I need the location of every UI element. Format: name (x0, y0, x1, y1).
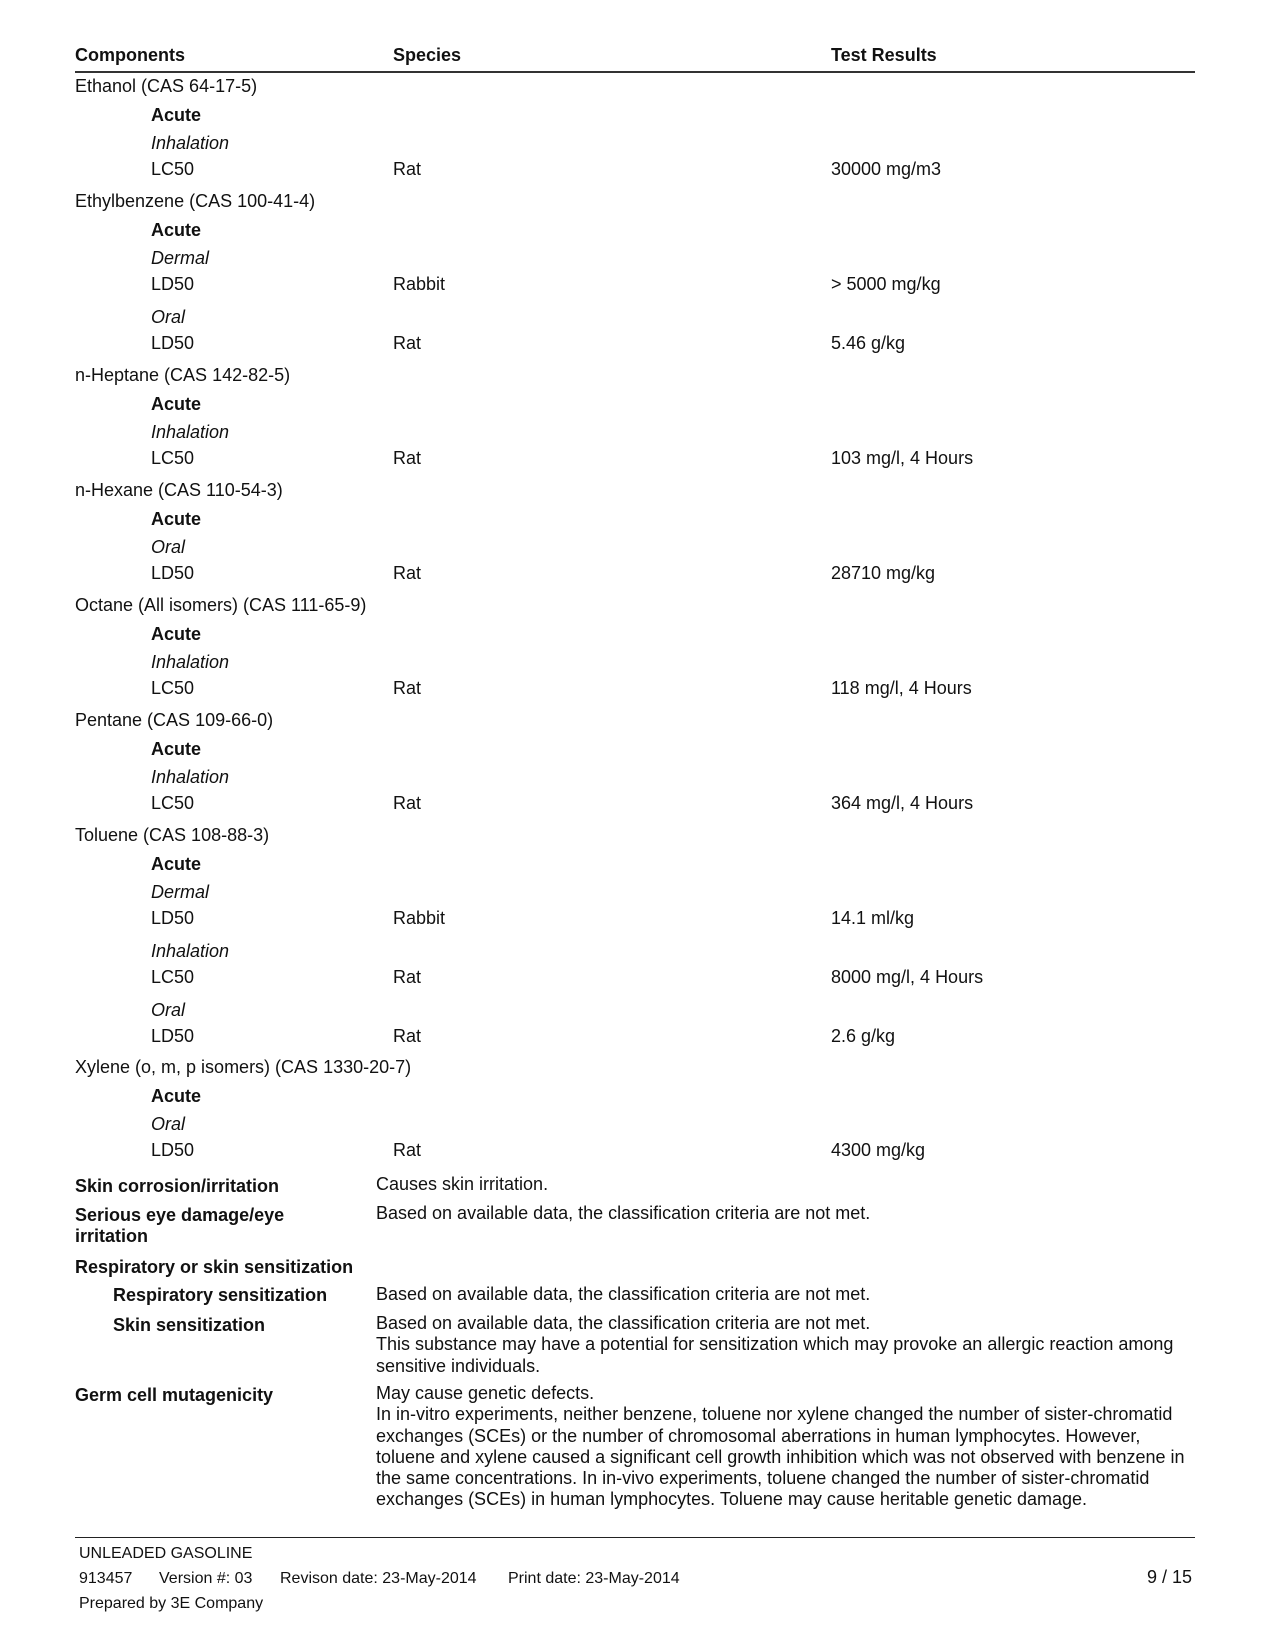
test-type: LC50 (151, 793, 195, 813)
exposure-route: Oral (151, 1000, 186, 1020)
respiratory-sensitization-text: Based on available data, the classification criteria are not met. (376, 1284, 871, 1304)
exposure-route: Oral (151, 307, 186, 327)
toxicity-level: Acute (151, 105, 202, 125)
header-species: Species (393, 45, 462, 65)
germ-cell-detail: In in-vitro experiments, neither benzene, toluene nor xylene changed the number of sister-chromatid exchanges (SCEs) or the number of chromosomal aberrations in human lymphocytes. However, toluene and xylene caused a significant cell growth inhibition which was not observed with benzene in the same concentrations. In in-vivo experiments, toluene changed the number of sister-chromatid exchanges (SCEs) in human lymphocytes. Toluene may cause heritable genetic damage. (376, 1404, 1185, 1510)
species-value: Rabbit (393, 908, 446, 928)
component-name: n-Hexane (CAS 110-54-3) (75, 480, 283, 500)
species-value: Rat (393, 448, 422, 468)
toxicity-level: Acute (151, 1086, 202, 1106)
component-name: Octane (All isomers) (CAS 111-65-9) (75, 595, 367, 615)
skin-corrosion-label: Skin corrosion/irritation (75, 1176, 280, 1196)
germ-cell-label: Germ cell mutagenicity (75, 1385, 274, 1405)
test-result: > 5000 mg/kg (831, 274, 941, 294)
test-result: 4300 mg/kg (831, 1140, 926, 1160)
skin-sensitization-text (376, 1313, 1196, 1377)
species-value: Rat (393, 793, 422, 813)
exposure-route: Inhalation (151, 767, 230, 787)
exposure-route: Oral (151, 1114, 186, 1134)
header-rule (75, 71, 1195, 73)
toxicity-level: Acute (151, 739, 202, 759)
skin-sensitization-note: This substance may have a potential for sensitization which may provoke an allergic reaction among sensitive individuals. (376, 1334, 1174, 1376)
test-type: LC50 (151, 448, 195, 468)
test-type: LC50 (151, 678, 195, 698)
test-result: 30000 mg/m3 (831, 159, 942, 179)
toxicity-level: Acute (151, 854, 202, 874)
species-value: Rabbit (393, 274, 446, 294)
test-type: LD50 (151, 1026, 195, 1046)
test-type: LD50 (151, 333, 195, 353)
component-name: Ethanol (CAS 64-17-5) (75, 76, 258, 96)
exposure-route: Inhalation (151, 422, 230, 442)
exposure-route: Dermal (151, 882, 210, 902)
header-test-results: Test Results (831, 45, 937, 65)
toxicity-level: Acute (151, 509, 202, 529)
skin-corrosion-text: Causes skin irritation. (376, 1174, 549, 1194)
germ-cell-summary: May cause genetic defects. (376, 1383, 595, 1403)
eye-damage-label-cont: irritation (75, 1226, 149, 1246)
test-type: LC50 (151, 967, 195, 987)
footer-id: 913457 (79, 1570, 133, 1587)
exposure-route: Inhalation (151, 652, 230, 672)
skin-sensitization-line: Based on available data, the classification criteria are not met. (376, 1313, 871, 1333)
footer-print-date: Print date: 23-May-2014 (508, 1570, 680, 1587)
exposure-route: Inhalation (151, 941, 230, 961)
test-result: 103 mg/l, 4 Hours (831, 448, 974, 468)
species-value: Rat (393, 967, 422, 987)
exposure-route: Dermal (151, 248, 210, 268)
component-name: Pentane (CAS 109-66-0) (75, 710, 274, 730)
eye-damage-label: Serious eye damage/eye (75, 1205, 285, 1225)
footer-product: UNLEADED GASOLINE (79, 1545, 253, 1562)
test-result: 28710 mg/kg (831, 563, 936, 583)
test-result: 2.6 g/kg (831, 1026, 896, 1046)
component-name: Ethylbenzene (CAS 100-41-4) (75, 191, 316, 211)
footer-version: Version #: 03 (159, 1570, 253, 1587)
skin-sensitization-label: Skin sensitization (113, 1315, 266, 1335)
test-result: 8000 mg/l, 4 Hours (831, 967, 984, 987)
species-value: Rat (393, 159, 422, 179)
test-result: 118 mg/l, 4 Hours (831, 678, 972, 698)
sensitization-header: Respiratory or skin sensitization (75, 1257, 354, 1277)
component-name: n-Heptane (CAS 142-82-5) (75, 365, 291, 385)
component-name: Toluene (CAS 108-88-3) (75, 825, 270, 845)
test-type: LD50 (151, 908, 195, 928)
eye-damage-text: Based on available data, the classification criteria are not met. (376, 1203, 871, 1223)
test-result: 14.1 ml/kg (831, 908, 915, 928)
test-type: LD50 (151, 274, 195, 294)
species-value: Rat (393, 678, 422, 698)
test-result: 5.46 g/kg (831, 333, 906, 353)
footer-rule (75, 1537, 1195, 1538)
page-number: 9 / 15 (1147, 1567, 1193, 1587)
test-result: 364 mg/l, 4 Hours (831, 793, 974, 813)
respiratory-sensitization-label: Respiratory sensitization (113, 1285, 328, 1305)
species-value: Rat (393, 1140, 422, 1160)
test-type: LD50 (151, 563, 195, 583)
germ-cell-text (376, 1383, 1196, 1511)
species-value: Rat (393, 1026, 422, 1046)
exposure-route: Oral (151, 537, 186, 557)
test-type: LC50 (151, 159, 195, 179)
footer-revision-date: Revison date: 23-May-2014 (280, 1570, 477, 1587)
toxicity-level: Acute (151, 624, 202, 644)
species-value: Rat (393, 333, 422, 353)
header-components: Components (75, 45, 185, 65)
test-type: LD50 (151, 1140, 195, 1160)
component-name: Xylene (o, m, p isomers) (CAS 1330-20-7) (75, 1057, 412, 1077)
species-value: Rat (393, 563, 422, 583)
footer-prepared-by: Prepared by 3E Company (79, 1595, 264, 1612)
toxicity-level: Acute (151, 394, 202, 414)
toxicity-level: Acute (151, 220, 202, 240)
exposure-route: Inhalation (151, 133, 230, 153)
